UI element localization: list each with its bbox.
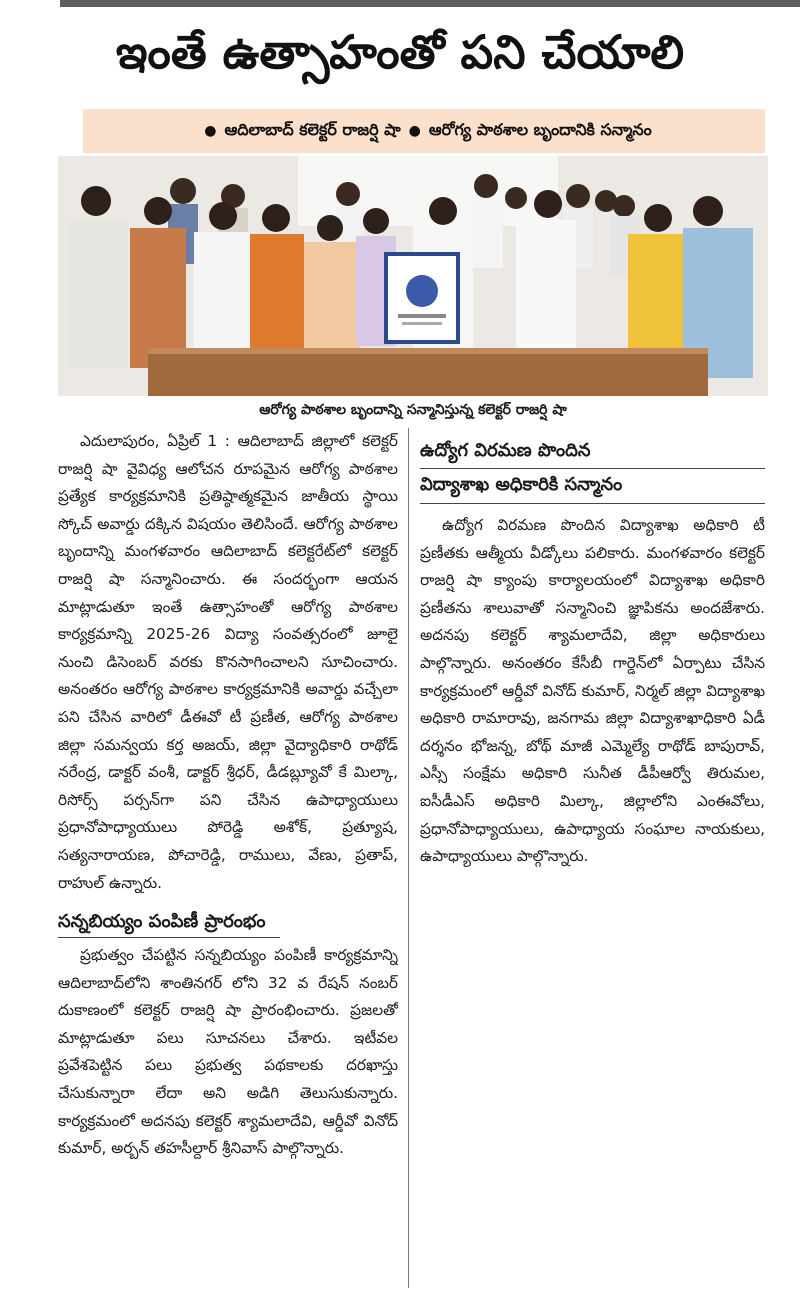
top-rule bbox=[60, 0, 800, 7]
section-subtitle-line: ఉద్యోగ విరమణ పొందిన bbox=[420, 436, 765, 469]
article-column-right bbox=[420, 428, 765, 871]
subhead-item-2: ఆరోగ్య పాఠశాల బృందానికి సన్మానం bbox=[428, 119, 652, 139]
article-paragraph: ప్రభుత్వం చేపట్టిన సన్నబియ్యం పంపిణీ కార్యక్రమాన్ని ఆదిలాబాద్‌లోని శాంతినగర్ లోని 32 వ రేషన్ నంబర్ దుకాణంలో కలెక్టర్ రాజర్షి షా ప్రారంభించారు. ప్రజలతో మాట్లాడుతూ పలు సూచనలు చేశారు. ఇటీవల ప్రవేశపెట్టిన పలు ప్రభుత్వ పథకాలకు దరఖాస్తు చేసుకున్నారా లేదా అని అడిగి తెలుసుకున్నారు. కార్యక్రమంలో అదనపు కలెక్టర్ శ్యామలాదేవి, ఆర్డీవో వినోద్ కుమార్, అర్బన్ తహసీల్దార్ శ్రీనివాస్ పాల్గొన్నారు. bbox=[58, 946, 398, 1158]
column-divider bbox=[408, 428, 409, 1288]
section-subtitle bbox=[420, 436, 765, 504]
section-subtitle-line: విద్యాశాఖ అధికారికి సన్మానం bbox=[420, 469, 765, 504]
headline: ఇంతే ఉత్సాహంతో పని చేయాలి bbox=[115, 25, 685, 79]
group-photo-illustration bbox=[58, 156, 768, 396]
subheadline-bar bbox=[83, 109, 765, 153]
subhead-item-1: ఆదిలాబాద్ కలెక్టర్ రాజర్షి షా bbox=[224, 119, 401, 139]
article-column-left bbox=[58, 428, 398, 1163]
article-paragraph: ఎదులాపురం, ఏప్రిల్ 1 : ఆదిలాబాద్ జిల్లాలో కలెక్టర్ రాజర్షి షా వైవిధ్య ఆలోచన రూపమైన ఆరోగ్య పాఠశాల ప్రత్యేక కార్యక్రమానికి ప్రతిష్ఠాత్మకమైన జాతీయ స్థాయి స్కోచ్ అవార్డు దక్కిన విషయం తెలిసిందే. ఆరోగ్య పాఠశాల బృందాన్ని మంగళవారం ఆదిలాబాద్ కలెక్టరేట్‌లో కలెక్టర్ రాజర్షి షా సన్మానించారు. ఈ సందర్భంగా ఆయన మాట్లాడుతూ ఇంతే ఉత్సాహంతో ఆరోగ్య పాఠశాల కార్యక్రమాన్ని 2025-26 విద్యా సంవత్సరంలో జూలై నుంచి డిసెంబర్ వరకు కొనసాగించాలని సూచించారు. అనంతరం ఆరోగ్య పాఠశాల కార్యక్రమానికి అవార్డు వచ్చేలా పని చేసిన వారిలో డీఈవో టీ ప్రణీత, ఆరోగ్య పాఠశాల జిల్లా సమన్వయ కర్త అజయ్, జిల్లా వైద్యాధికారి రాథోడ్ నరేంద్ర, డాక్టర్ వంశీ, డాక్టర్ శ్రీధర్, డీడబ్ల్యూవో కే మిల్కా, రిసోర్స్ పర్సన్‌గా పని చేసిన ఉపాధ్యాయులు ప్రధానోపాధ్యాయులు పోరెడ్డి అశోక్, ప్రత్యూష, సత్యనారాయణ, పోచారెడ్డి, రాములు, వేణు, ప్రతాప్, రాహుల్ ఉన్నారు. bbox=[58, 432, 398, 892]
bullet-icon: ● bbox=[408, 123, 421, 139]
bullet-icon: ● bbox=[204, 123, 217, 139]
article-paragraph: ఉద్యోగ విరమణ పొందిన విద్యాశాఖ అధికారి టీ ప్రణీతకు ఆత్మీయ వీడ్కోలు పలికారు. మంగళవారం కలెక్టర్ రాజర్షి షా క్యాంపు కార్యాలయంలో విద్యాశాఖ అధికారి ప్రణీతను శాలువాతో సన్మానించి జ్ఞాపికను అందజేశారు. అదనపు కలెక్టర్ శ్యామలాదేవి, జిల్లా అధికారులు పాల్గొన్నారు. అనంతరం కేసీబీ గార్డెన్‌లో ఏర్పాటు చేసిన కార్యక్రమంలో ఆర్డీవో వినోద్ కుమార్, నిర్మల్ జిల్లా విద్యాశాఖ అధికారి రామారావు, జనగామ జిల్లా విద్యాశాఖాధికారి ఏడీ దర్శనం భోజన్న, బోథ్ మాజీ ఎమ్మెల్యే రాథోడ్ బాపురావ్, ఎస్సీ సంక్షేమ అధికారి సునీత డీపీఆర్వో తిరుమల, ఐసీడీఎస్ అధికారి మిల్కా, జిల్లాలోని ఎంఈవోలు, ప్రధానోపాధ్యాయులు, ఉపాధ్యాయ సంఘాల నాయకులు, ఉపాధ్యాయులు పాల్గొన్నారు. bbox=[420, 516, 765, 866]
section-subtitle: సన్నబియ్యం పంపిణీ ప్రారంభం bbox=[58, 907, 280, 938]
photo-caption: ఆరోగ్య పాఠశాల బృందాన్ని సన్మానిస్తున్న కలెక్టర్ రాజర్షి షా bbox=[259, 402, 567, 418]
news-photo bbox=[58, 156, 768, 396]
award-frame-icon bbox=[386, 254, 458, 342]
